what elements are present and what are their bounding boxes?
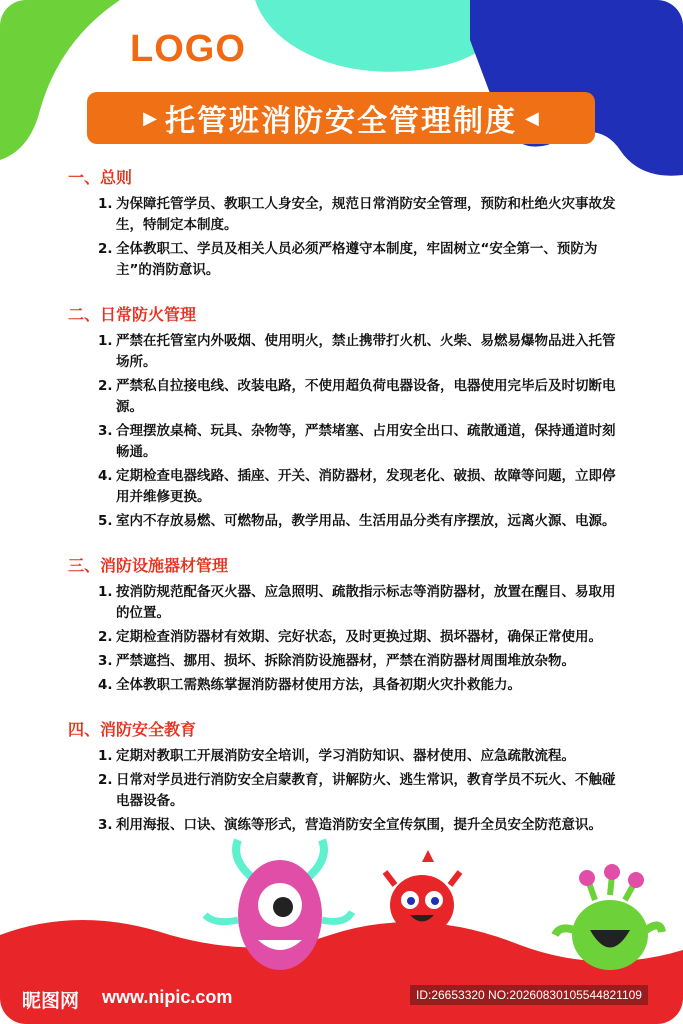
item-text: 定期对教职工开展消防安全培训，学习消防知识、器材使用、应急疏散流程。 [116,748,575,764]
image-id-label: ID:26653320 NO:20260830105544821109 [410,985,648,1005]
list-item [68,376,628,418]
item-text: 严禁私自拉接电线、改装电路，不使用超负荷电器设备，电器使用完毕后及时切断电源。 [116,378,616,415]
list-item [68,239,628,281]
section [68,303,628,532]
item-text: 严禁在托管室内外吸烟、使用明火，禁止携带打火机、火柴、易燃易爆物品进入托管场所。 [116,333,616,370]
item-text: 室内不存放易燃、可燃物品，教学用品、生活用品分类有序摆放，远离火源、电源。 [116,513,616,529]
item-text: 全体教职工、学员及相关人员必须严格遵守本制度，牢固树立“安全第一、预防为主”的消防意识。 [116,241,598,278]
item-text: 合理摆放桌椅、玩具、杂物等，严禁堵塞、占用安全出口、疏散通道，保持通道时刻畅通。 [116,423,616,460]
section [68,166,628,281]
item-number: 1. [98,584,113,600]
list-item [68,746,628,767]
item-number: 4. [98,677,113,693]
item-number: 3. [98,817,113,833]
blue-blob [470,0,683,176]
list-item [68,770,628,812]
item-number: 2. [98,378,113,394]
list-item [68,466,628,508]
list-item [68,675,628,696]
section-title: 四、消防安全教育 [68,720,197,739]
list-item [68,194,628,236]
item-number: 1. [98,196,113,212]
list-item [68,421,628,463]
item-number: 4. [98,468,113,484]
green-monster-icon [555,864,662,970]
list-item [68,627,628,648]
site-url: www.nipic.com [102,987,233,1007]
item-number: 3. [98,423,113,439]
list-item [68,582,628,624]
item-number: 2. [98,629,113,645]
item-text: 日常对学员进行消防安全启蒙教育，讲解防火、逃生常识，教育学员不玩火、不触碰电器设备。 [116,772,616,809]
list-item [68,815,628,836]
item-text: 定期检查电器线路、插座、开关、消防器材，发现老化、破损、故障等问题，立即停用并维修更换。 [116,468,616,505]
item-text: 为保障托管学员、教职工人身安全，规范日常消防安全管理，预防和杜绝火灾事故发生，特制定本制度。 [116,196,616,233]
regulation-content [68,166,628,858]
logo-text: LOGO [130,28,246,70]
item-number: 1. [98,748,113,764]
section [68,554,628,696]
section-title: 一、总则 [68,168,133,187]
item-number: 1. [98,333,113,349]
item-number: 3. [98,653,113,669]
section-title: 二、日常防火管理 [68,305,197,324]
item-number: 5. [98,513,113,529]
section [68,718,628,836]
site-logo: 昵图网 [22,990,80,1012]
item-number: 2. [98,772,113,788]
triangle-left-icon: ◀ [525,107,539,129]
page-title: 托管班消防安全管理制度 [165,104,517,139]
item-number: 2. [98,241,113,257]
section-title: 三、消防设施器材管理 [68,556,229,575]
item-text: 定期检查消防器材有效期、完好状态，及时更换过期、损坏器材，确保正常使用。 [116,629,602,645]
item-text: 全体教职工需熟练掌握消防器材使用方法，具备初期火灾扑救能力。 [116,677,521,693]
triangle-right-icon: ▶ [143,107,157,129]
item-text: 严禁遮挡、挪用、损坏、拆除消防设施器材，严禁在消防器材周围堆放杂物。 [116,653,575,669]
red-monster-icon [385,850,460,935]
item-text: 利用海报、口诀、演练等形式，营造消防安全宣传氛围，提升全员安全防范意识。 [116,817,602,833]
list-item [68,651,628,672]
item-text: 按消防规范配备灭火器、应急照明、疏散指示标志等消防器材，放置在醒目、易取用的位置。 [116,584,616,621]
list-item [68,511,628,532]
title-banner [87,92,595,144]
list-item [68,331,628,373]
